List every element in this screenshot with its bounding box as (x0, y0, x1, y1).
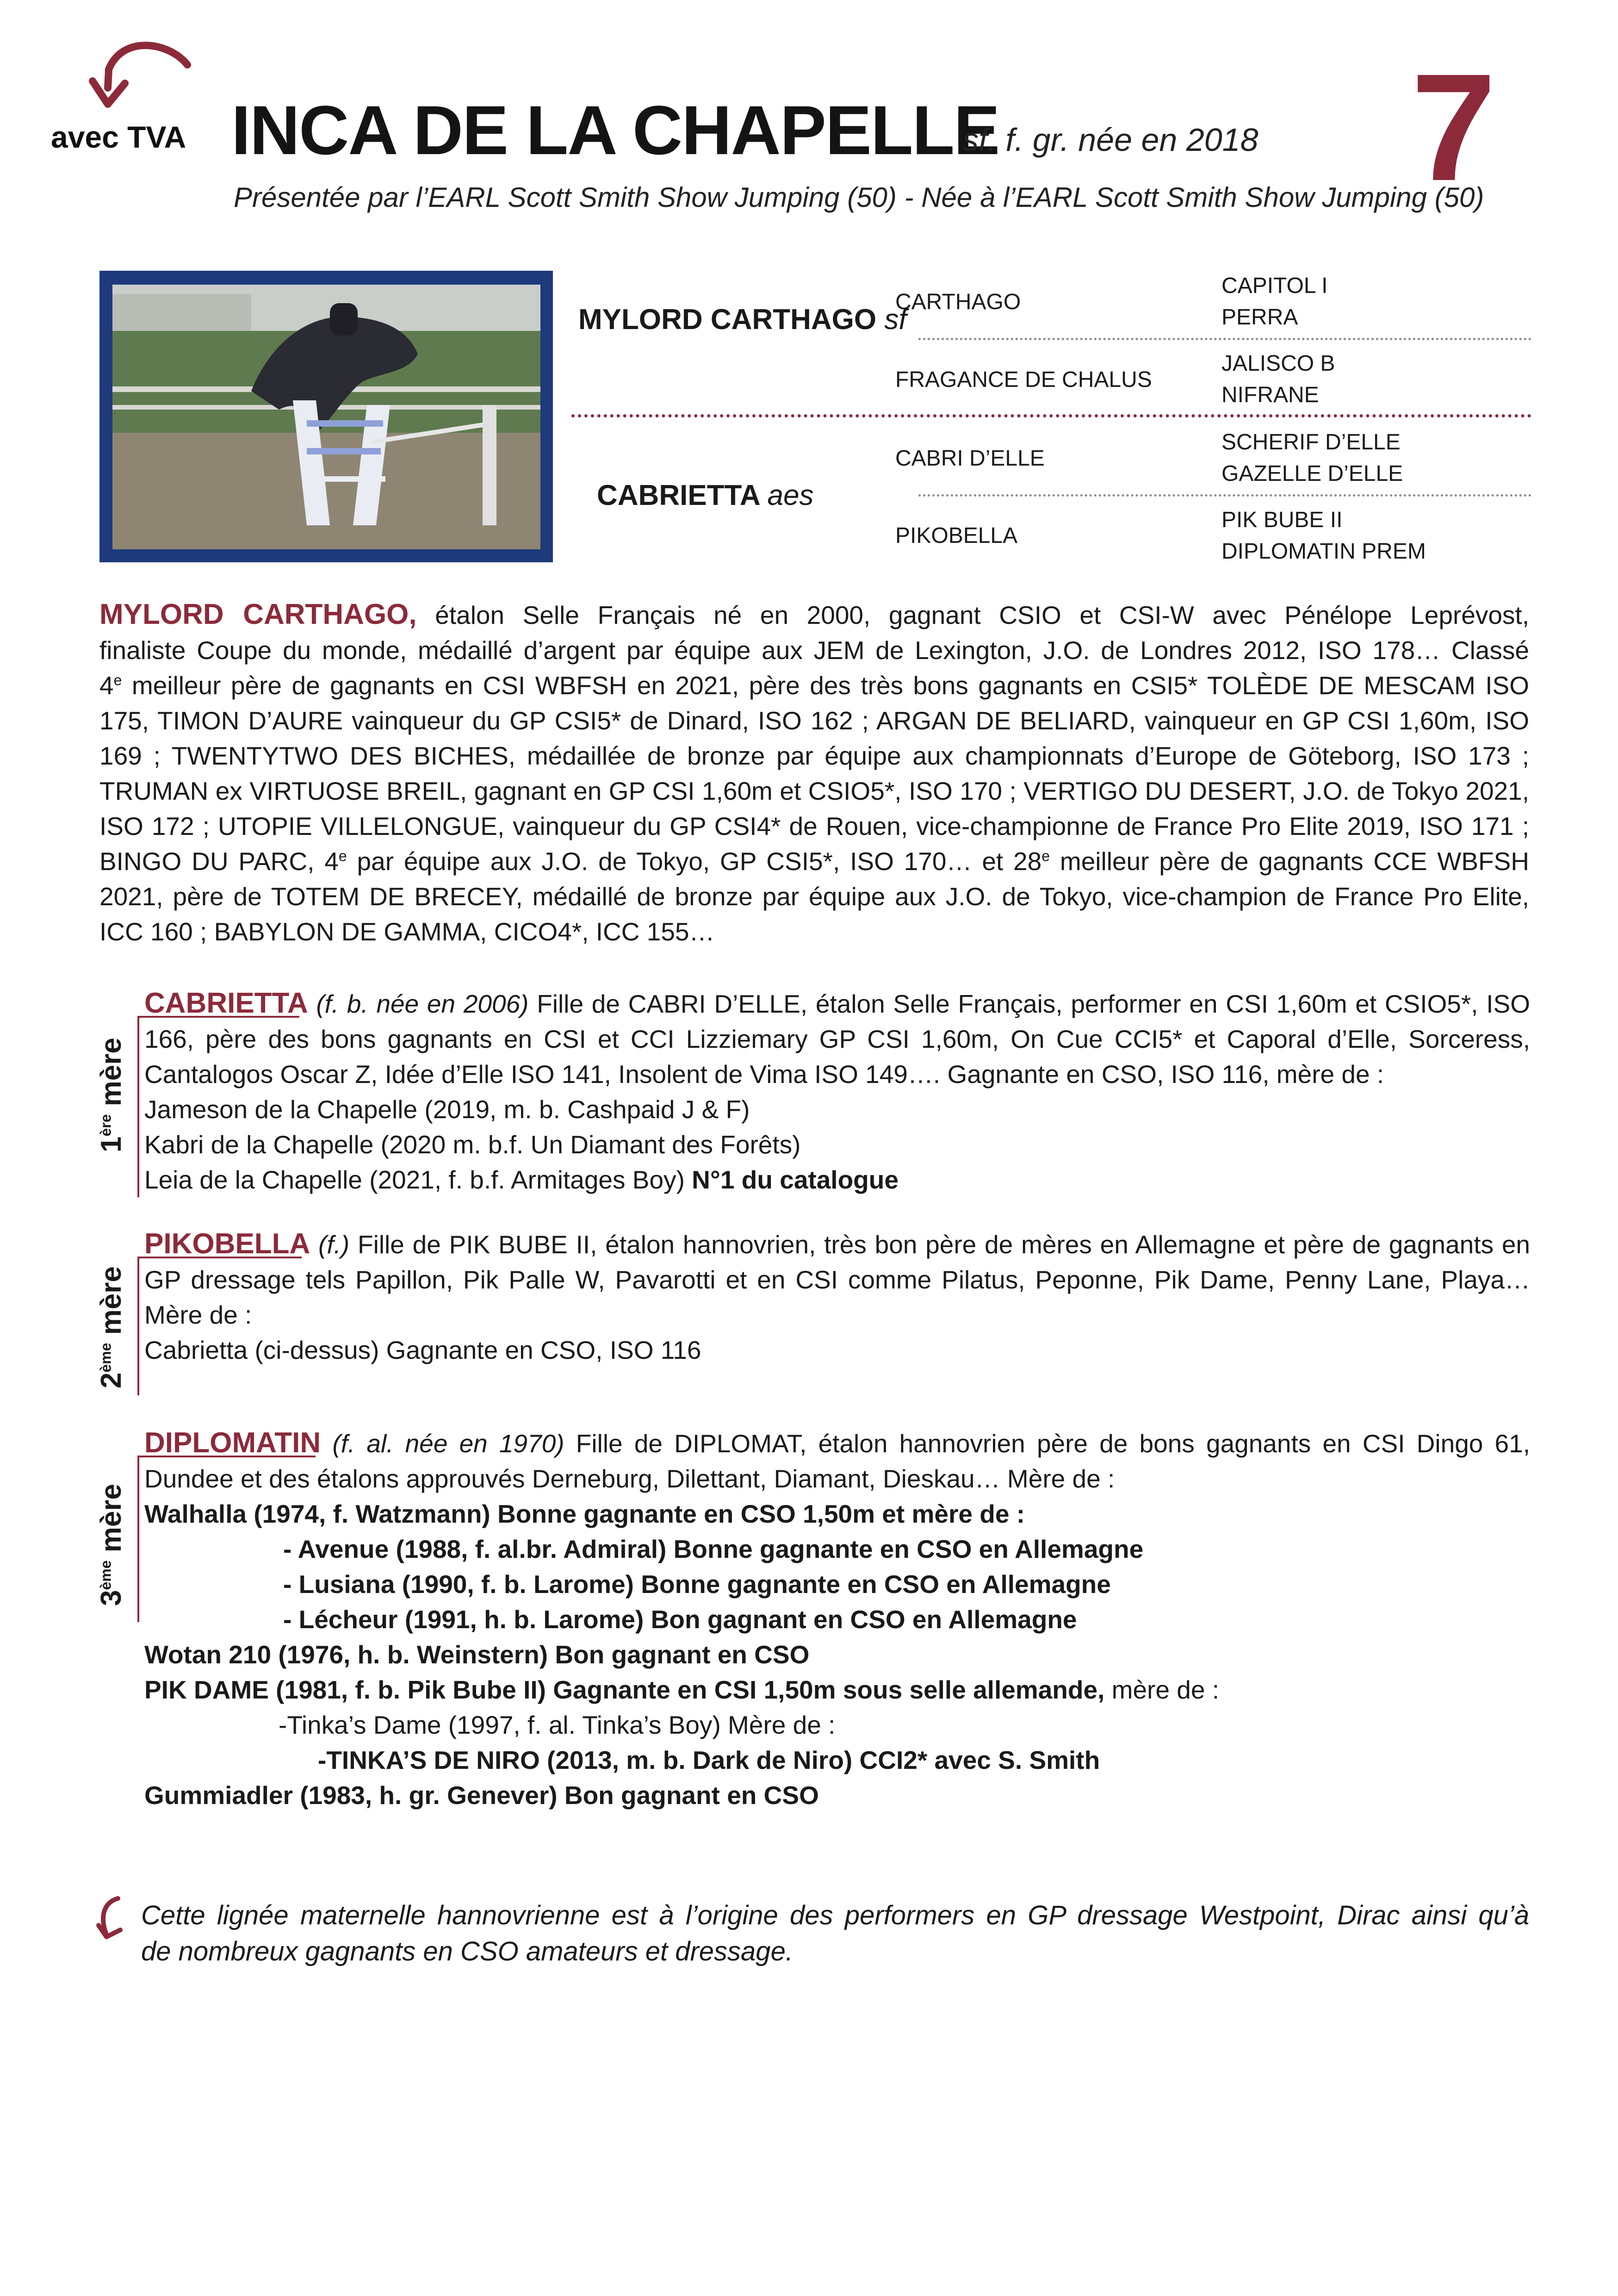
lot-number: 7 (1411, 42, 1496, 212)
great-grandparent: DIPLOMATIN PREM (1221, 539, 1426, 564)
third-dam-block: DIPLOMATIN (f. al. née en 1970) Fille de DIPLOMAT, étalon hannovrien père de bons gagnants en CSI Dingo 61, Dundee et des étalons approuvés Derneburg, Dilettant, Diamant, Dieskau… Mère de : Walhalla (1974, f. Watzmann) Bonne gagnante en CSO 1,50m et mère de : - Avenue (1988, f. al.br. Admiral) Bonne gagnante en CSO en Allemagne - Lusiana (1990, f. b. Larome) Bonne gagnante en CSO en Allemagne - Lécheur (1991, h. b. Larome) Bon gagnant en CSO en Allemagne Wotan 210 (1976, h. b. Weinstern) Bon gagnant en CSO PIK DAME (1981, f. b. Pik Bube II) Gagnante en CSI 1,50m sous selle allemande, mère de : -Tinka’s Dame (1997, f. al. Tinka’s Boy) Mère de : -TINKA’S DE NIRO (2013, m. b. Dark de Niro) CCI2* avec S. Smith Gummiadler (1983, h. gr. Genever) Bon gagnant en CSO (144, 1427, 1531, 1810)
presenter-line: Présentée par l’EARL Scott Smith Show Jumping (50) - Née à l’EARL Scott Smith Show Jumping (50) (234, 182, 1484, 213)
pedigree-dotted-line (918, 338, 1531, 340)
great-grandparent: JALISCO B (1221, 351, 1335, 376)
great-grandparent: CAPITOL I (1221, 274, 1328, 298)
sire-description: MYLORD CARTHAGO, étalon Selle Français né en 2000, gagnant CSIO et CSI-W avec Pénélope Leprévost, finaliste Coupe du monde, médaillé d’argent par équipe aux JEM de Lexington, J.O. de Londres 2012, ISO 178… Classé 4e meilleur père de gagnants en CSI WBFSH en 2021, père des très bons gagnants en CSI5* TOLÈDE DE MESCAM ISO 175, TIMON D’AURE vainqueur du GP CSI5* de Dinard, ISO 162 ; ARGAN DE BELIARD, vainqueur en GP CSI 1,60m, ISO 169 ; TWENTYTWO DES BICHES, médaillée de bronze par équipe aux championnats d’Europe de Göteborg, ISO 173 ; TRUMAN ex VIRTUOSE BREIL, gagnant en GP CSI 1,60m et CSIO5*, ISO 170 ; VERTIGO DU DESERT, J.O. de Tokyo 2021, ISO 172 ; UTOPIE VILLELONGUE, vainqueur du GP CSI4* de Rouen, vice-championne de France Pro Elite 2019, ISO 171 ; BINGO DU PARC, 4e par équipe aux J.O. de Tokyo, GP CSI5*, ISO 170… et 28e meilleur père de gagnants CCE WBFSH 2021, père de TOTEM DE BRECEY, médaillé de bronze par équipe aux J.O. de Tokyo, vice-champion de France Pro Elite, ICC 160 ; BABYLON DE GAMMA, CICO4*, ICC 155… (99, 598, 1530, 946)
horse-details: sf. f. gr. née en 2018 (962, 122, 1258, 158)
third-dam-label: 3ème mère (95, 1484, 127, 1606)
curved-arrow-icon (95, 1893, 136, 1944)
horse-name: INCA DE LA CHAPELLE (231, 91, 999, 169)
grandsire-paternal: CARTHAGO (895, 290, 1021, 314)
third-dam-rule (137, 1456, 139, 1622)
great-grandparent: NIFRANE (1221, 383, 1319, 407)
third-dam-name: DIPLOMATIN (144, 1427, 321, 1459)
maternal-line-note: Cette lignée maternelle hannovrienne est à l’origine des performers en GP dressage Westpoint, Dirac ainsi qu’à de nombreux gagnants en CSO amateurs et dressage. (141, 1900, 1529, 1966)
sire-heading: MYLORD CARTHAGO, (99, 598, 417, 630)
granddam-maternal: PIKOBELLA (895, 523, 1018, 548)
grandsire-maternal: CABRI D’ELLE (895, 446, 1045, 471)
dam-name: CABRIETTA aes (597, 479, 814, 511)
first-dam-block: CABRIETTA (f. b. née en 2006) Fille de CABRI D’ELLE, étalon Selle Français, performer en CSI 1,60m et CSIO5*, ISO 166, père des bons gagnants en CSI et CCI Lizziemary GP CSI 1,60m, On Cue CCI5* et Caporal d’Elle, Sorceress, Cantalogos Oscar Z, Idée d’Elle ISO 141, Insolent de Vima ISO 149…. Gagnante en CSO, ISO 116, mère de : Jameson de la Chapelle (2019, m. b. Cashpaid J & F) Kabri de la Chapelle (2020 m. b.f. Un Diamant des Forêts) Leia de la Chapelle (2021, f. b.f. Armitages Boy) N°1 du catalogue (144, 987, 1531, 1194)
pedigree-divider (571, 414, 1531, 417)
second-dam-rule (137, 1257, 139, 1395)
vat-label: avec TVA (51, 120, 186, 154)
great-grandparent: PERRA (1221, 305, 1298, 330)
great-grandparent: GAZELLE D’ELLE (1221, 461, 1403, 486)
great-grandparent: PIK BUBE II (1221, 508, 1343, 532)
second-dam-block: PIKOBELLA (f.) Fille de PIK BUBE II, étalon hannovrien, très bon père de mères en Allemagne et père de gagnants en GP dressage tels Papillon, Pik Palle W, Pavarotti et en CSI comme Pilatus, Peponne, Pik Dame, Penny Lane, Playa… Mère de : Cabrietta (ci-dessus) Gagnante en CSO, ISO 116 (144, 1228, 1530, 1364)
first-dam-name: CABRIETTA (144, 987, 308, 1019)
first-dam-label: 1ère mère (95, 1038, 127, 1152)
curved-arrow-icon (81, 37, 201, 130)
first-dam-rule (137, 1016, 139, 1197)
second-dam-name: PIKOBELLA (144, 1228, 310, 1260)
second-dam-label: 2ème mère (95, 1266, 127, 1388)
pedigree-dotted-line (918, 494, 1531, 497)
granddam-paternal: FRAGANCE DE CHALUS (895, 367, 1152, 392)
great-grandparent: SCHERIF D’ELLE (1221, 430, 1401, 454)
sire-name: MYLORD CARTHAGO sf (578, 304, 907, 336)
show-jumping-photo-icon (112, 285, 540, 549)
horse-photo (99, 271, 553, 562)
